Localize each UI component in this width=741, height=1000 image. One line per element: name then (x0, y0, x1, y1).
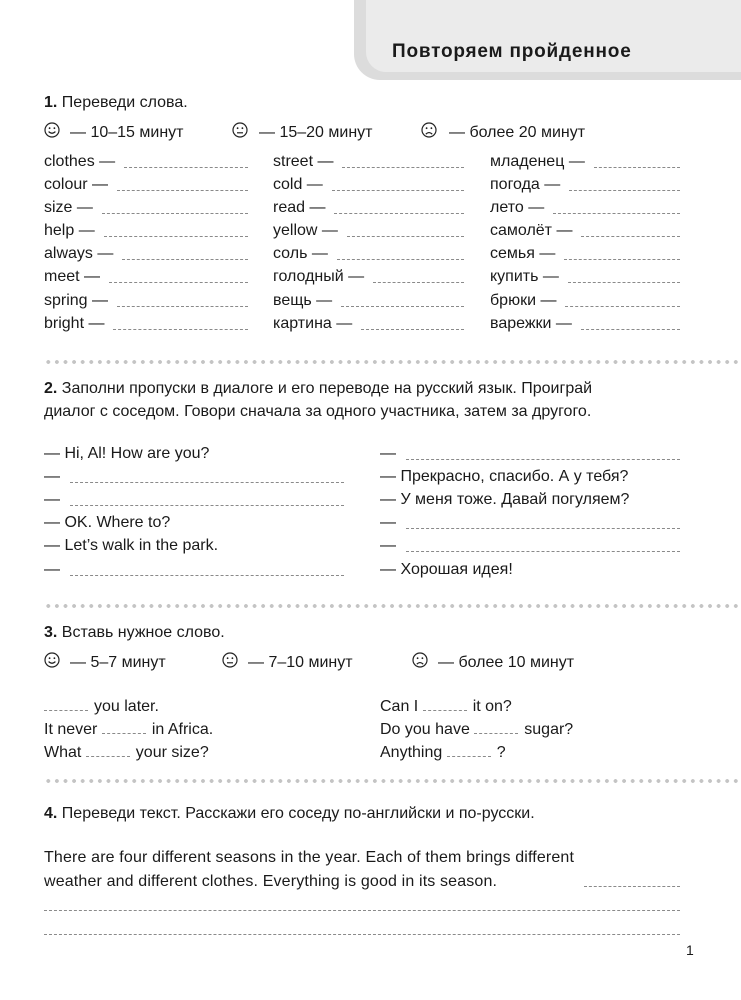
task1-heading (44, 94, 188, 112)
task3-instruction: Вставь нужное слово. (61, 624, 225, 641)
word-label: самолёт — (490, 222, 573, 239)
sentence (380, 742, 506, 762)
sentence-end: ? (496, 744, 506, 761)
word-label: младенец — (490, 153, 585, 170)
neutral-face-icon (232, 122, 248, 138)
smile-face-icon (44, 652, 60, 668)
dialog-line: — (380, 537, 396, 554)
answer-blank[interactable] (70, 505, 344, 506)
word-label: лето — (490, 199, 545, 216)
task4-text-line1: There are four different seasons in the year. Each of them brings different (44, 849, 575, 866)
word-label: street — (273, 153, 334, 170)
answer-blank[interactable] (102, 213, 248, 214)
word-label: вещь — (273, 292, 333, 309)
timing-text: — более 10 минут (438, 654, 575, 671)
timing-text: — 7–10 минут (248, 654, 353, 671)
word-label: семья — (490, 245, 556, 262)
page-title: Повторяем пройденное (392, 41, 632, 62)
sentence-end: your size? (135, 744, 209, 761)
answer-blank[interactable] (70, 482, 344, 483)
answer-blank[interactable] (584, 886, 680, 887)
answer-blank[interactable] (565, 306, 680, 307)
word-label: картина — (273, 315, 353, 332)
word-label: help — (44, 222, 95, 239)
answer-blank[interactable] (406, 551, 680, 552)
sentence-start: Can I (380, 698, 423, 715)
sentence-start: What (44, 744, 86, 761)
answer-blank[interactable] (581, 236, 680, 237)
task2-instruction-line1 (44, 380, 592, 398)
answer-blank[interactable] (70, 575, 344, 576)
task4-text-line2: weather and different clothes. Everything is good in its season. (44, 873, 498, 890)
page-number: 1 (686, 942, 694, 958)
timing-text: — 15–20 минут (259, 124, 373, 141)
answer-blank[interactable] (423, 696, 467, 711)
answer-blank[interactable] (117, 190, 248, 191)
answer-blank[interactable] (124, 167, 248, 168)
answer-blank[interactable] (86, 742, 130, 757)
answer-blank[interactable] (44, 910, 680, 911)
timing-text: — 5–7 минут (70, 654, 166, 671)
sentence-end: in Africa. (151, 721, 214, 738)
smile-face-icon (44, 122, 60, 138)
sentence (380, 719, 573, 739)
sentence-start: Anything (380, 744, 447, 761)
task4-heading (44, 805, 535, 823)
answer-blank[interactable] (406, 459, 680, 460)
answer-blank[interactable] (104, 236, 248, 237)
dialog-line: — (44, 491, 60, 508)
section-divider (44, 360, 741, 364)
answer-blank[interactable] (341, 306, 464, 307)
dialog-line: — Let’s walk in the park. (44, 537, 219, 554)
word-label: meet — (44, 268, 101, 285)
answer-blank[interactable] (44, 696, 88, 711)
section-divider (44, 604, 741, 608)
section-divider (44, 779, 741, 783)
sentence-end: you later. (94, 698, 159, 715)
answer-blank[interactable] (564, 259, 680, 260)
dialog-line: — Прекрасно, спасибо. А у тебя? (380, 468, 629, 485)
task3-heading (44, 624, 225, 642)
task4-instruction: Переведи текст. Расскажи его соседу по-английски и по-русски. (61, 805, 535, 822)
sad-face-icon (412, 652, 428, 668)
word-label: read — (273, 199, 326, 216)
dialog-line: — Hi, Al! How are you? (44, 445, 210, 462)
dialog-line: — (44, 561, 60, 578)
dialog-line: — (380, 514, 396, 531)
answer-blank[interactable] (373, 282, 464, 283)
sentence (44, 719, 213, 739)
dialog-line: — Хорошая идея! (380, 561, 513, 578)
answer-blank[interactable] (474, 719, 518, 734)
word-label: cold — (273, 176, 323, 193)
sentence (44, 696, 159, 716)
answer-blank[interactable] (337, 259, 464, 260)
word-label: брюки — (490, 292, 557, 309)
sentence-start: It never (44, 721, 102, 738)
answer-blank[interactable] (569, 190, 680, 191)
answer-blank[interactable] (347, 236, 464, 237)
answer-blank[interactable] (594, 167, 680, 168)
task1-number: 1. (44, 94, 58, 111)
sentence-start: Do you have (380, 721, 475, 738)
task3-number: 3. (44, 624, 58, 641)
answer-blank[interactable] (361, 329, 464, 330)
answer-blank[interactable] (113, 329, 248, 330)
answer-blank[interactable] (581, 329, 680, 330)
answer-blank[interactable] (332, 190, 464, 191)
task1-instruction: Переведи слова. (61, 94, 188, 111)
dialog-line: — OK. Where to? (44, 514, 171, 531)
answer-blank[interactable] (102, 719, 146, 734)
word-label: bright — (44, 315, 105, 332)
answer-blank[interactable] (447, 742, 491, 757)
word-label: size — (44, 199, 93, 216)
word-label: голодный — (273, 268, 365, 285)
word-label: yellow — (273, 222, 338, 239)
answer-blank[interactable] (568, 282, 680, 283)
task2-instruction-line2: диалог с соседом. Говори сначала за одного участника, затем за другого. (44, 403, 592, 420)
sentence (380, 696, 512, 716)
word-label: clothes — (44, 153, 116, 170)
sentence-end: sugar? (524, 721, 574, 738)
answer-blank[interactable] (553, 213, 680, 214)
neutral-face-icon (222, 652, 238, 668)
answer-blank[interactable] (109, 282, 248, 283)
word-label: always — (44, 245, 114, 262)
sentence (44, 742, 209, 762)
task4-number: 4. (44, 805, 58, 822)
answer-blank[interactable] (117, 306, 248, 307)
answer-blank[interactable] (122, 259, 248, 260)
task2-instruction: Заполни пропуски в диалоге и его переводе на русский язык. Проиграй (61, 380, 593, 397)
word-label: spring — (44, 292, 109, 309)
answer-blank[interactable] (44, 934, 680, 935)
answer-blank[interactable] (406, 528, 680, 529)
dialog-line: — У меня тоже. Давай погуляем? (380, 491, 630, 508)
word-label: соль — (273, 245, 328, 262)
answer-blank[interactable] (334, 213, 464, 214)
task2-number: 2. (44, 380, 58, 397)
dialog-line: — (44, 468, 60, 485)
word-label: купить — (490, 268, 559, 285)
word-label: варежки — (490, 315, 572, 332)
word-label: погода — (490, 176, 561, 193)
answer-blank[interactable] (342, 167, 464, 168)
dialog-line: — (380, 445, 396, 462)
sad-face-icon (421, 122, 437, 138)
timing-text: — более 20 минут (449, 124, 586, 141)
timing-text: — 10–15 минут (70, 124, 184, 141)
word-label: colour — (44, 176, 109, 193)
sentence-end: it on? (472, 698, 512, 715)
